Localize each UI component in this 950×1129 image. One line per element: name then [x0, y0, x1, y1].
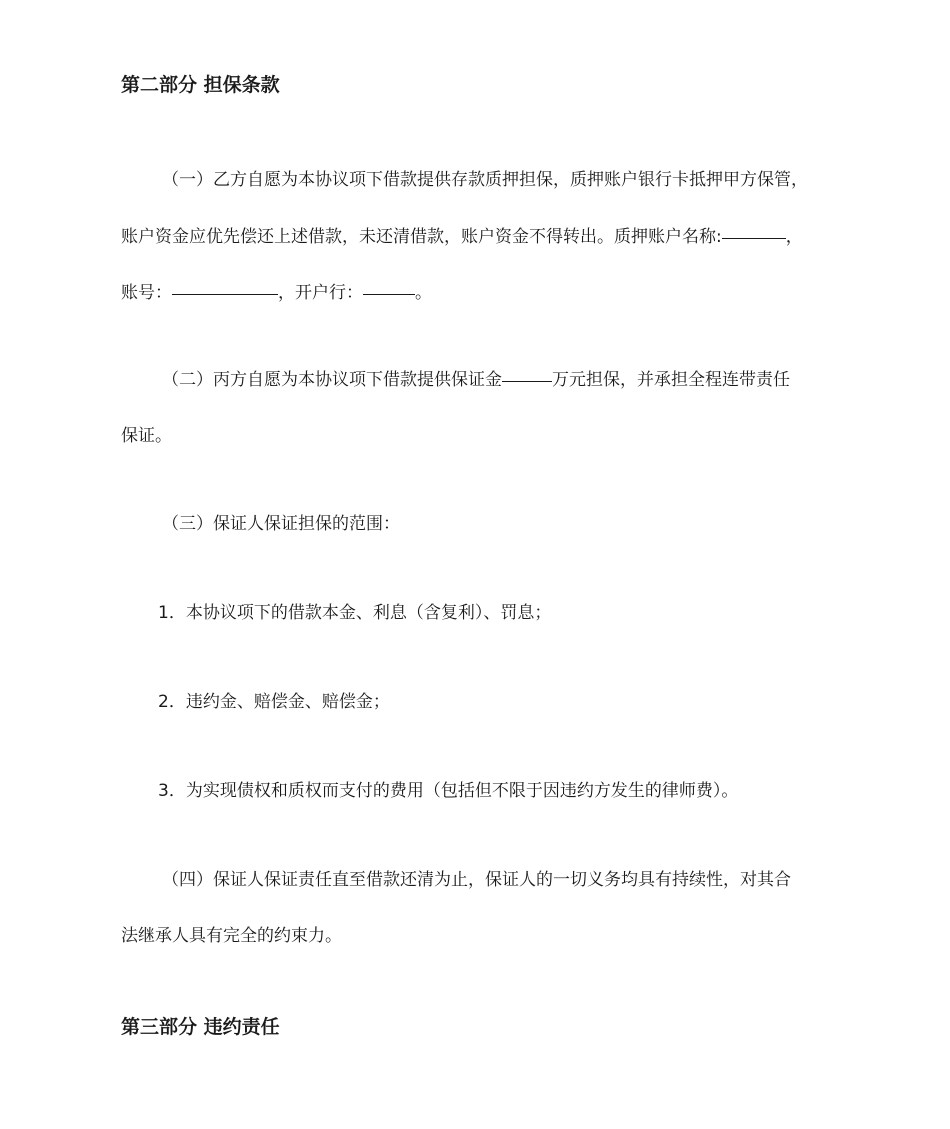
part2-heading: 第二部分 担保条款 — [121, 74, 280, 96]
clause1-line3-end: 。 — [415, 283, 432, 303]
clause2-line1-b: 万元担保，并承担全程连带责任 — [552, 370, 790, 390]
clause1-line1: （一）乙方自愿为本协议项下借款提供存款质押担保，质押账户银行卡抵押甲方保管， — [162, 170, 808, 190]
clause1-line2 — [121, 226, 803, 248]
clause2-line1 — [162, 369, 790, 391]
account-number-label: 账号： — [121, 283, 172, 303]
clause2-line1-a: （二）丙方自愿为本协议项下借款提供保证金 — [162, 370, 502, 390]
account-name-blank — [722, 237, 786, 239]
clause2-line2: 保证。 — [121, 426, 172, 446]
clause3-item-3: 3．为实现债权和质权而支付的费用（包括但不限于因违约方发生的律师费）。 — [158, 781, 739, 801]
clause3-line1: （三）保证人保证担保的范围： — [162, 514, 400, 534]
clause1-line3 — [121, 282, 432, 304]
clause4-line1: （四）保证人保证责任直至借款还清为止，保证人的一切义务均具有持续性，对其合 — [162, 870, 791, 890]
account-number-blank — [172, 293, 278, 295]
clause4-line2: 法继承人具有完全的约束力。 — [121, 926, 342, 946]
part3-heading: 第三部分 违约责任 — [121, 1016, 280, 1038]
clause1-line2-text: 账户资金应优先偿还上述借款，未还清借款，账户资金不得转出。质押账户名称: — [121, 227, 722, 247]
bank-label: ，开户行： — [278, 283, 363, 303]
deposit-amount-blank — [502, 380, 552, 382]
clause1-line2-end: ， — [785, 227, 803, 247]
bank-blank — [363, 293, 415, 295]
clause3-item-2: 2．违约金、赔偿金、赔偿金； — [158, 692, 390, 712]
clause3-item-1: 1．本协议项下的借款本金、利息（含复利）、罚息； — [158, 603, 552, 623]
